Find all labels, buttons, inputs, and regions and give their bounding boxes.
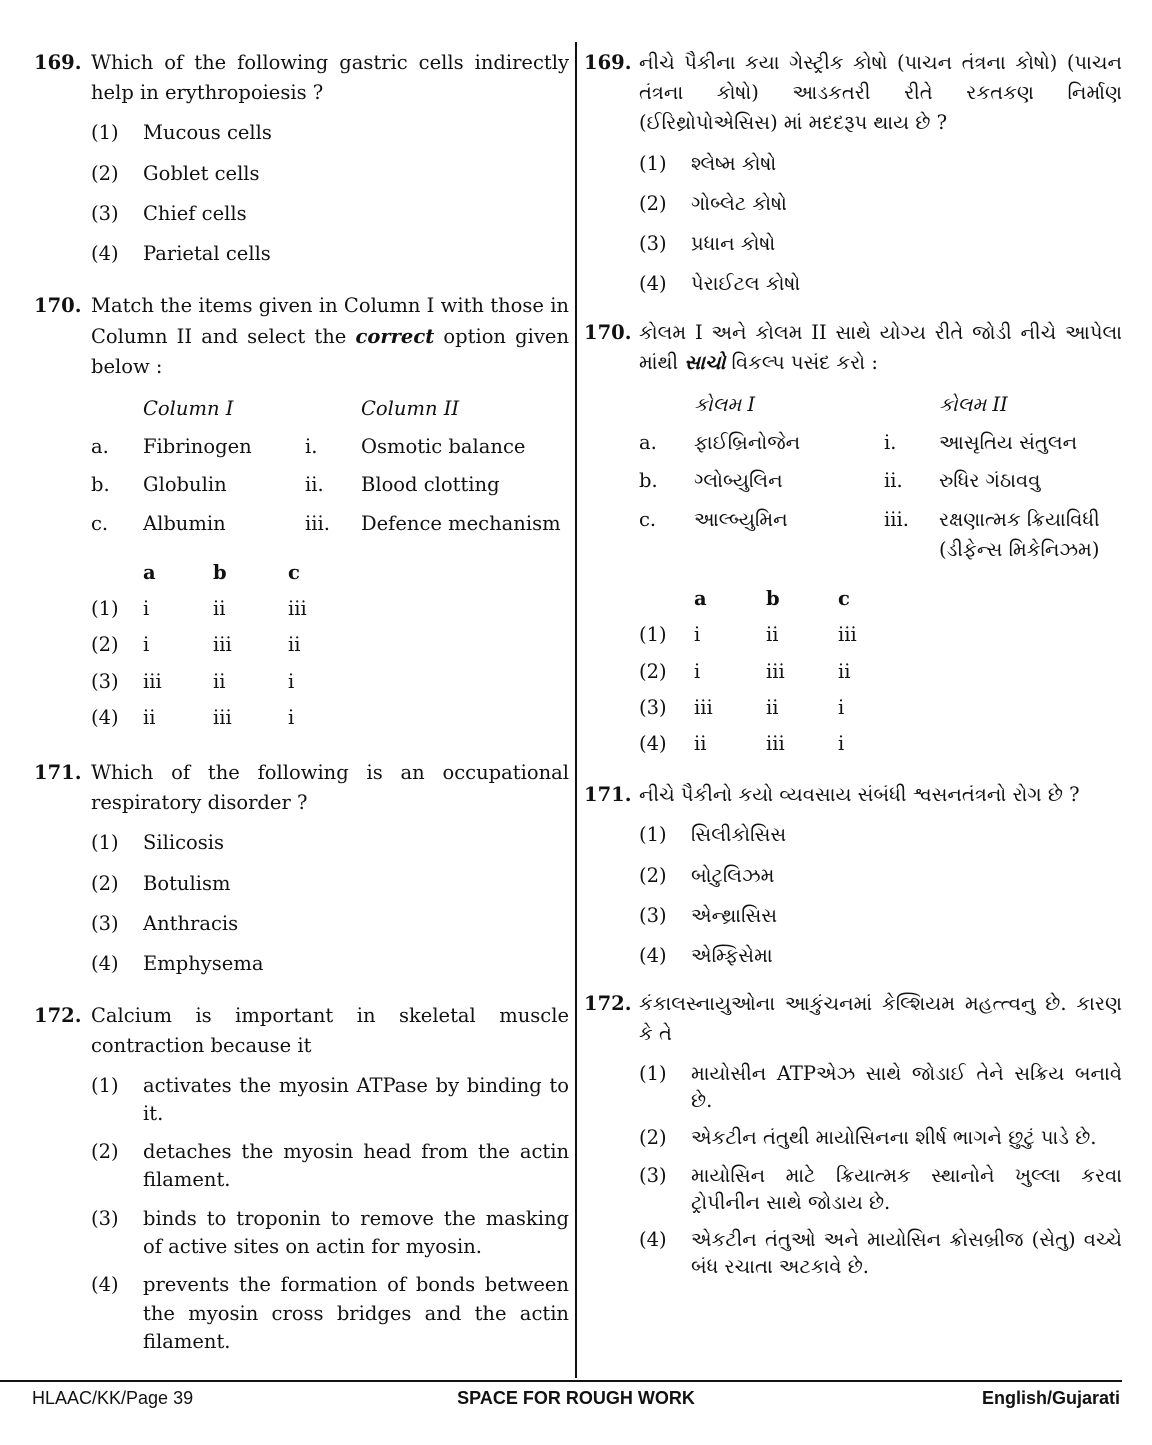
match-table: Column I Column II a. Fibrinogen i. Osmotic balance b. Globulin ii. Blood clotting c. Albumin iii. Defence mechanism [91, 396, 561, 535]
option: (4) Emphysema [91, 952, 264, 976]
option: (3) માયોસિન માટે ક્રિયાત્મક સ્થાનોને ખુલ્લા કરવા ટ્રોપીનીન સાથે જોડાય છે. [639, 1163, 1122, 1214]
option: (1) શ્લેષ્મ કોષો [639, 151, 777, 175]
question-number: 172. [34, 1004, 82, 1028]
gujarati-column [584, 48, 1122, 1295]
question-number: 169. [584, 51, 632, 74]
english-column [34, 48, 569, 1370]
question-text: નીચે પૈકીના કયા ગેસ્ટ્રીક કોષો (પાચન તંત્રના કોષો) (પાચન તંત્રના કોષો) આડકતરી રીતે રકતકણ નિર્માણ (ઈરિથ્રોપોએસિસ) માં મદદરૂપ થાય છે ? [639, 51, 1122, 135]
option: (2) એકટીન તંતુથી માયોસિનના શીર્ષ ભાગને છુટું પાડે છે. [639, 1126, 1097, 1150]
question-171 [34, 758, 569, 979]
question-169-gujarati [584, 48, 1122, 300]
option: (3) Chief cells [91, 201, 247, 225]
language-label: English/Gujarati [981, 1388, 1120, 1408]
option: (2) detaches the myosin head from the actin filament. [91, 1140, 569, 1192]
question-number: 172. [584, 992, 632, 1016]
question-text: Which of the following gastric cells indirectly help in erythropoiesis ? [91, 51, 569, 105]
question-text: કોલમ I અને કોલમ II સાથે યોગ્ય રીતે જોડી નીચે આપેલા માંથી સાચો વિકલ્પ પસંદ કરો : [639, 320, 1122, 374]
question-172 [34, 1001, 569, 1356]
option: (3) Anthracis [91, 911, 239, 935]
question-number: 171. [584, 783, 632, 807]
option: (1) સિલીકોસિસ [639, 823, 787, 847]
question-170 [34, 291, 569, 736]
question-number: 171. [34, 760, 82, 784]
column-divider [575, 42, 577, 1378]
question-171-gujarati [584, 780, 1122, 971]
option: (3) પ્રધાન કોષો [639, 232, 776, 256]
question-text: Calcium is important in skeletal muscle contraction because it [91, 1004, 569, 1058]
option: (1) Mucous cells [91, 121, 272, 145]
option: (3) binds to troponin to remove the masking of active sites on actin for myosin. [91, 1206, 569, 1259]
option: (4) પેરાઈટલ કોષો [639, 272, 801, 296]
page-code: HLAAC/KK/Page 39 [32, 1388, 194, 1408]
option: (2) Goblet cells [91, 161, 260, 185]
match-table: કોલમ I કોલમ II a. ફાઈબ્રિનોજેન i. આસૃતિય સંતુલન b. ગ્લોબ્યુલિન ii. રુધિર ગંઠાવવુ c. આલ્બ્યુમિન iii. રક્ષણાત્મક ક્રિયાવિધી (ડીફેન્સ મિકેનિઝમ) [639, 392, 1100, 561]
rough-work-label: SPACE FOR ROUGH WORK [457, 1388, 695, 1408]
question-text: નીચે પૈકીનો કયો વ્યવસાય સંબંધી શ્વસનતંત્રનો રોગ છે ? [639, 783, 1080, 807]
question-number: 169. [34, 51, 82, 74]
option: (4) એમ્ફિસેમા [639, 944, 773, 968]
option: (2) ગોબ્લેટ કોષો [639, 191, 787, 215]
option: (4) Parietal cells [91, 242, 271, 266]
option: (1) Silicosis [91, 831, 224, 855]
question-number: 170. [34, 294, 82, 318]
question-text: કંકાલસ્નાયુઓના આકુંચનમાં કેલ્શિયમ મહત્ત્વનુ છે. કારણ કે તે [639, 992, 1122, 1046]
answer-table: a b c (1) i ii iii (2) i iii ii (3) iii ii i (4) ii iii i [639, 587, 857, 755]
question-text: Match the items given in Column I with those in Column II and select the correct option given below : [91, 294, 570, 378]
answer-table: a b c (1) i ii iii (2) i iii ii (3) iii ii i (4) ii iii i [91, 560, 307, 729]
option: (1) માયોસીન ATPએઝ સાથે જોડાઈ તેને સક્રિય બનાવે છે. [639, 1061, 1122, 1112]
option: (2) બોટુલિઝમ [639, 863, 775, 887]
question-number: 170. [584, 320, 632, 344]
option: (4) એકટીન તંતુઓ અને માયોસિન ક્રોસબ્રીજ (સેતુ) વચ્ચે બંધ રચાતા અટકાવે છે. [639, 1228, 1122, 1279]
question-169 [34, 48, 569, 269]
option: (2) Botulism [91, 871, 231, 895]
question-172-gujarati [584, 989, 1122, 1281]
question-text: Which of the following is an occupational respiratory disorder ? [91, 760, 569, 815]
option: (3) એન્થ્રાસિસ [639, 903, 778, 927]
footer-rule [0, 1380, 1122, 1382]
question-170-gujarati [584, 318, 1122, 763]
option: (4) prevents the formation of bonds between the myosin cross bridges and the actin filament. [91, 1273, 569, 1353]
option: (1) activates the myosin ATPase by binding to it. [91, 1073, 569, 1125]
